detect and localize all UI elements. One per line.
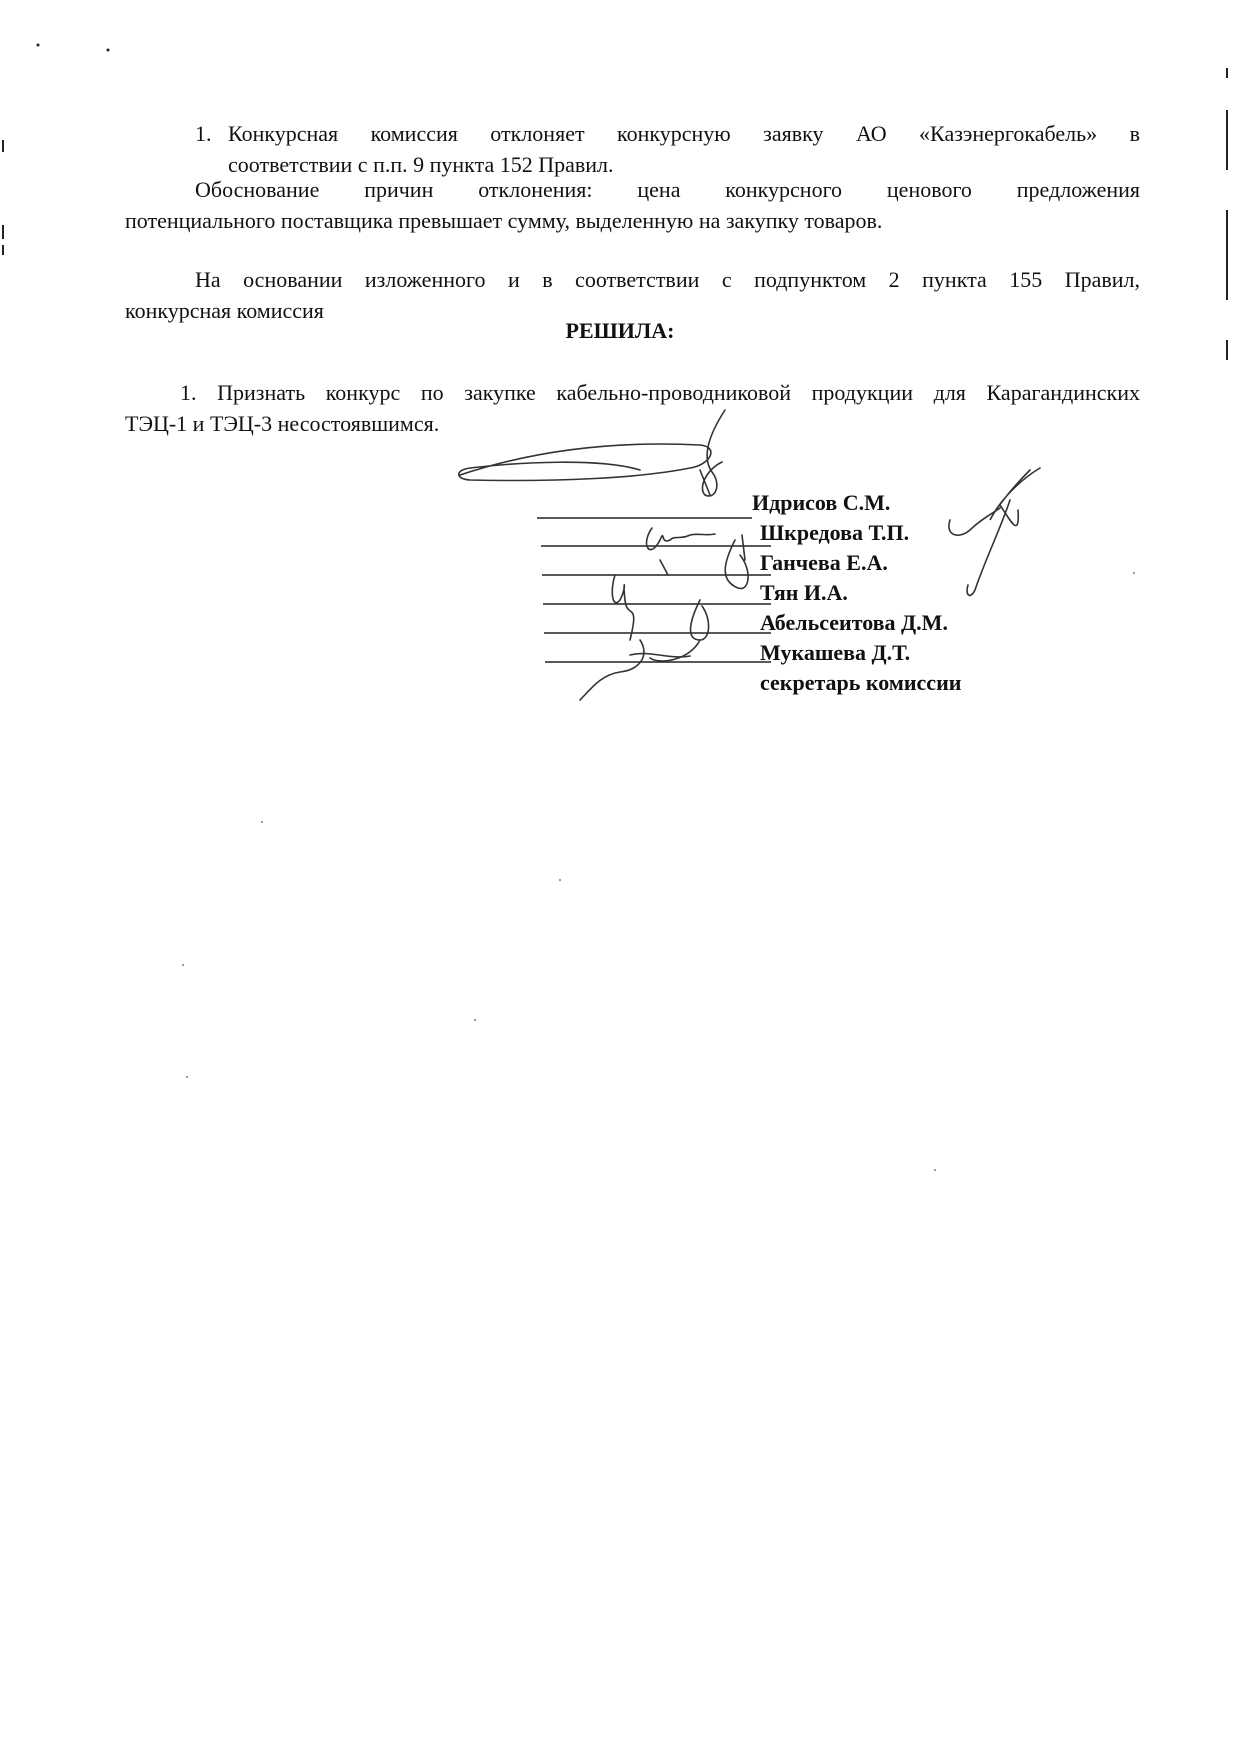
paragraph-basis-line2: конкурсная комиссия xyxy=(125,298,324,323)
decision-heading: РЕШИЛА: xyxy=(565,318,675,343)
signer-name: Шкредова Т.П. xyxy=(760,520,910,545)
paragraph-rejection-line1: Конкурсная комиссия отклоняет конкурсную заявку АО «Казэнергокабель» в xyxy=(228,121,1140,146)
signer-role: секретарь комиссии xyxy=(760,670,962,695)
paragraph-rejection-line2: соответствии с п.п. 9 пункта 152 Правил. xyxy=(228,152,614,177)
signer-name: Ганчева Е.А. xyxy=(760,550,888,575)
paragraph-decision-line1: 1. Признать конкурс по закупке кабельно-проводниковой продукции для Карагандинских xyxy=(180,380,1140,405)
paragraph-basis-line1: На основании изложенного и в соответствии с подпунктом 2 пункта 155 Правил, xyxy=(195,267,1140,292)
signer-name: Тян И.А. xyxy=(760,580,848,605)
paragraph-justification-line1: Обоснование причин отклонения: цена конкурсного ценового предложения xyxy=(195,177,1140,202)
paragraph-number: 1. xyxy=(195,121,212,146)
signer-name: Мукашева Д.Т. xyxy=(760,640,911,665)
paragraph-justification-line2: потенциального поставщика превышает сумму, выделенную на закупку товаров. xyxy=(125,208,883,233)
signer-name: Абельсеитова Д.М. xyxy=(760,610,948,635)
paragraph-decision-line2: ТЭЦ-1 и ТЭЦ-3 несостоявшимся. xyxy=(125,411,440,436)
signer-name: Идрисов С.М. xyxy=(752,490,891,515)
